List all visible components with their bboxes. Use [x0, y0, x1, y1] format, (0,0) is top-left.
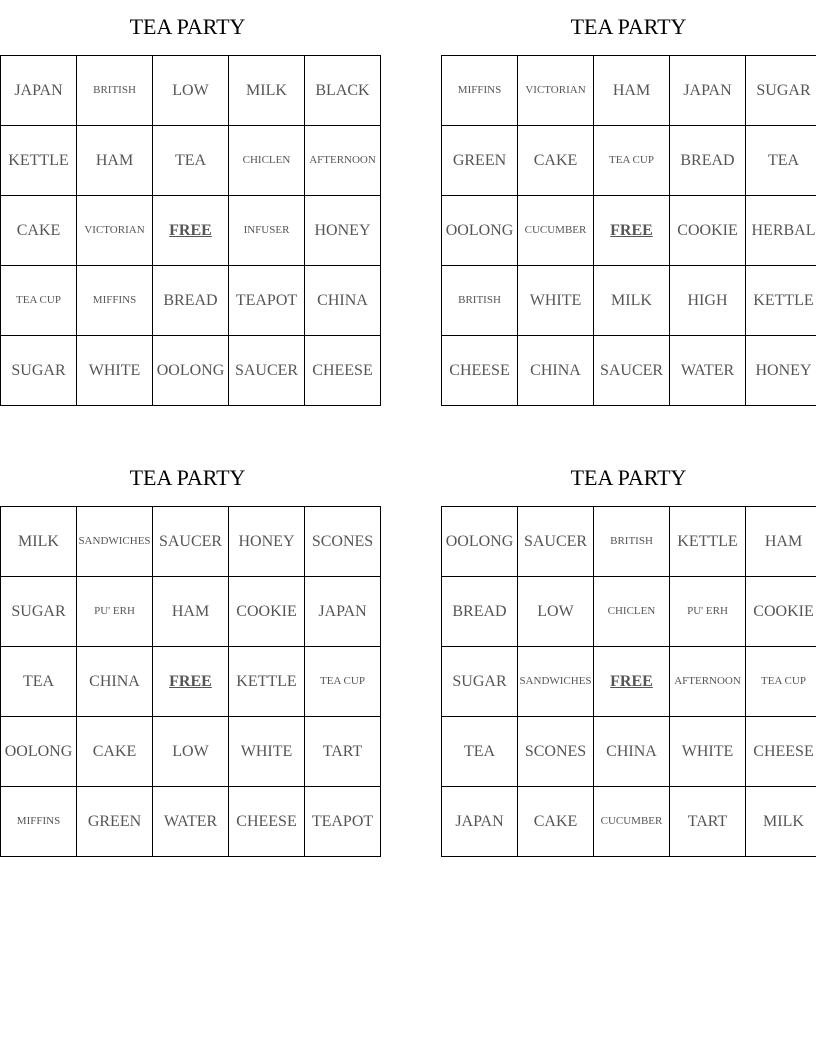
bingo-cell: KETTLE	[670, 507, 746, 577]
card-title: TEA PARTY	[129, 465, 246, 490]
bingo-cell: TEA CUP	[594, 126, 670, 196]
bingo-cell: CAKE	[1, 196, 77, 266]
bingo-cell: SUGAR	[1, 577, 77, 647]
bingo-cell: KETTLE	[229, 647, 305, 717]
bingo-cell: MIFFINS	[77, 266, 153, 336]
bingo-cell: TART	[305, 717, 381, 787]
bingo-grid	[441, 55, 816, 406]
grid-row	[1, 266, 381, 336]
bingo-cell: SANDWICHES	[77, 507, 153, 577]
bingo-cell: SAUCER	[229, 336, 305, 406]
grid-row	[442, 126, 816, 196]
bingo-cell: TEA	[746, 126, 816, 196]
bingo-cell: BREAD	[670, 126, 746, 196]
bingo-cell: BLACK	[305, 56, 381, 126]
bingo-cell: COOKIE	[670, 196, 746, 266]
bingo-cell: SUGAR	[442, 647, 518, 717]
bingo-cell: KETTLE	[746, 266, 816, 336]
grid-row	[442, 196, 816, 266]
grid-row	[1, 787, 381, 857]
bingo-cell: WHITE	[229, 717, 305, 787]
bingo-cell: TEA	[442, 717, 518, 787]
bingo-cell: JAPAN	[1, 56, 77, 126]
grid-row	[442, 647, 816, 717]
bingo-cell: SCONES	[305, 507, 381, 577]
bingo-cell: CHINA	[77, 647, 153, 717]
bingo-cell: CHEESE	[229, 787, 305, 857]
bingo-cell: WHITE	[518, 266, 594, 336]
bingo-cell: MILK	[229, 56, 305, 126]
bingo-cell: HONEY	[746, 336, 816, 406]
bingo-cell: CAKE	[77, 717, 153, 787]
bingo-cell: CHEESE	[305, 336, 381, 406]
bingo-cell: CHICLEN	[229, 126, 305, 196]
bingo-cell: VICTORIAN	[518, 56, 594, 126]
bingo-cell: HAM	[594, 56, 670, 126]
card-title: TEA PARTY	[570, 14, 687, 39]
bingo-cell: CHINA	[305, 266, 381, 336]
bingo-cell: CUCUMBER	[594, 787, 670, 857]
free-space: FREE	[594, 647, 670, 717]
bingo-cell: HERBAL	[746, 196, 816, 266]
grid-row	[442, 266, 816, 336]
bingo-cell: TEAPOT	[229, 266, 305, 336]
bingo-cell: SANDWICHES	[518, 647, 594, 717]
bingo-grid	[0, 506, 381, 857]
bingo-cell: PU' ERH	[77, 577, 153, 647]
grid-row	[442, 56, 816, 126]
bingo-cell: INFUSER	[229, 196, 305, 266]
grid-row	[1, 336, 381, 406]
bingo-cell: OOLONG	[442, 196, 518, 266]
bingo-cell: GREEN	[77, 787, 153, 857]
bingo-cell: TEA CUP	[1, 266, 77, 336]
bingo-cell: CAKE	[518, 126, 594, 196]
bingo-cell: BRITISH	[77, 56, 153, 126]
grid-row	[442, 787, 816, 857]
grid-row	[442, 507, 816, 577]
bingo-cell: TEA CUP	[746, 647, 816, 717]
bingo-cell: CHEESE	[442, 336, 518, 406]
bingo-cell: CAKE	[518, 787, 594, 857]
bingo-cell: JAPAN	[305, 577, 381, 647]
bingo-cell: SCONES	[518, 717, 594, 787]
free-space: FREE	[153, 647, 229, 717]
bingo-cell: SAUCER	[518, 507, 594, 577]
free-space: FREE	[594, 196, 670, 266]
bingo-grid	[441, 506, 816, 857]
bingo-cell: OOLONG	[153, 336, 229, 406]
bingo-cell: WATER	[670, 336, 746, 406]
card-title: TEA PARTY	[129, 14, 246, 39]
grid-row	[442, 717, 816, 787]
bingo-cell: HAM	[77, 126, 153, 196]
bingo-cell: TEA	[153, 126, 229, 196]
bingo-cell: AFTERNOON	[305, 126, 381, 196]
bingo-cell: SAUCER	[594, 336, 670, 406]
bingo-cell: WATER	[153, 787, 229, 857]
bingo-cell: BREAD	[442, 577, 518, 647]
bingo-cell: KETTLE	[1, 126, 77, 196]
grid-row	[1, 577, 381, 647]
bingo-cell: COOKIE	[229, 577, 305, 647]
grid-row	[1, 717, 381, 787]
bingo-cell: COOKIE	[746, 577, 816, 647]
bingo-cell: TART	[670, 787, 746, 857]
bingo-cell: BREAD	[153, 266, 229, 336]
bingo-cell: HIGH	[670, 266, 746, 336]
bingo-cell: WHITE	[670, 717, 746, 787]
bingo-cell: CUCUMBER	[518, 196, 594, 266]
bingo-cell: CHINA	[594, 717, 670, 787]
bingo-cell: MIFFINS	[1, 787, 77, 857]
bingo-cell: HAM	[746, 507, 816, 577]
grid-row	[1, 647, 381, 717]
bingo-cell: BRITISH	[442, 266, 518, 336]
grid-row	[442, 577, 816, 647]
grid-row	[1, 507, 381, 577]
grid-row	[1, 196, 381, 266]
bingo-cell: WHITE	[77, 336, 153, 406]
bingo-cell: GREEN	[442, 126, 518, 196]
bingo-cell: OOLONG	[1, 717, 77, 787]
bingo-cell: HONEY	[229, 507, 305, 577]
grid-row	[442, 336, 816, 406]
bingo-cell: HONEY	[305, 196, 381, 266]
bingo-cell: SUGAR	[1, 336, 77, 406]
bingo-cell: MILK	[594, 266, 670, 336]
bingo-cell: JAPAN	[442, 787, 518, 857]
grid-row	[1, 56, 381, 126]
bingo-cell: BRITISH	[594, 507, 670, 577]
free-space: FREE	[153, 196, 229, 266]
bingo-cell: MIFFINS	[442, 56, 518, 126]
bingo-cell: CHICLEN	[594, 577, 670, 647]
bingo-cell: TEA CUP	[305, 647, 381, 717]
card-title: TEA PARTY	[570, 465, 687, 490]
grid-row	[1, 126, 381, 196]
bingo-cell: MILK	[746, 787, 816, 857]
bingo-cell: JAPAN	[670, 56, 746, 126]
bingo-cell: LOW	[153, 56, 229, 126]
bingo-cell: CHINA	[518, 336, 594, 406]
bingo-cell: VICTORIAN	[77, 196, 153, 266]
bingo-cell: TEAPOT	[305, 787, 381, 857]
bingo-cell: SUGAR	[746, 56, 816, 126]
bingo-cell: LOW	[518, 577, 594, 647]
bingo-grid	[0, 55, 381, 406]
bingo-cell: MILK	[1, 507, 77, 577]
bingo-cell: HAM	[153, 577, 229, 647]
bingo-cell: AFTERNOON	[670, 647, 746, 717]
bingo-cell: LOW	[153, 717, 229, 787]
bingo-cell: PU' ERH	[670, 577, 746, 647]
bingo-cell: CHEESE	[746, 717, 816, 787]
bingo-cell: TEA	[1, 647, 77, 717]
bingo-cell: OOLONG	[442, 507, 518, 577]
bingo-cell: SAUCER	[153, 507, 229, 577]
